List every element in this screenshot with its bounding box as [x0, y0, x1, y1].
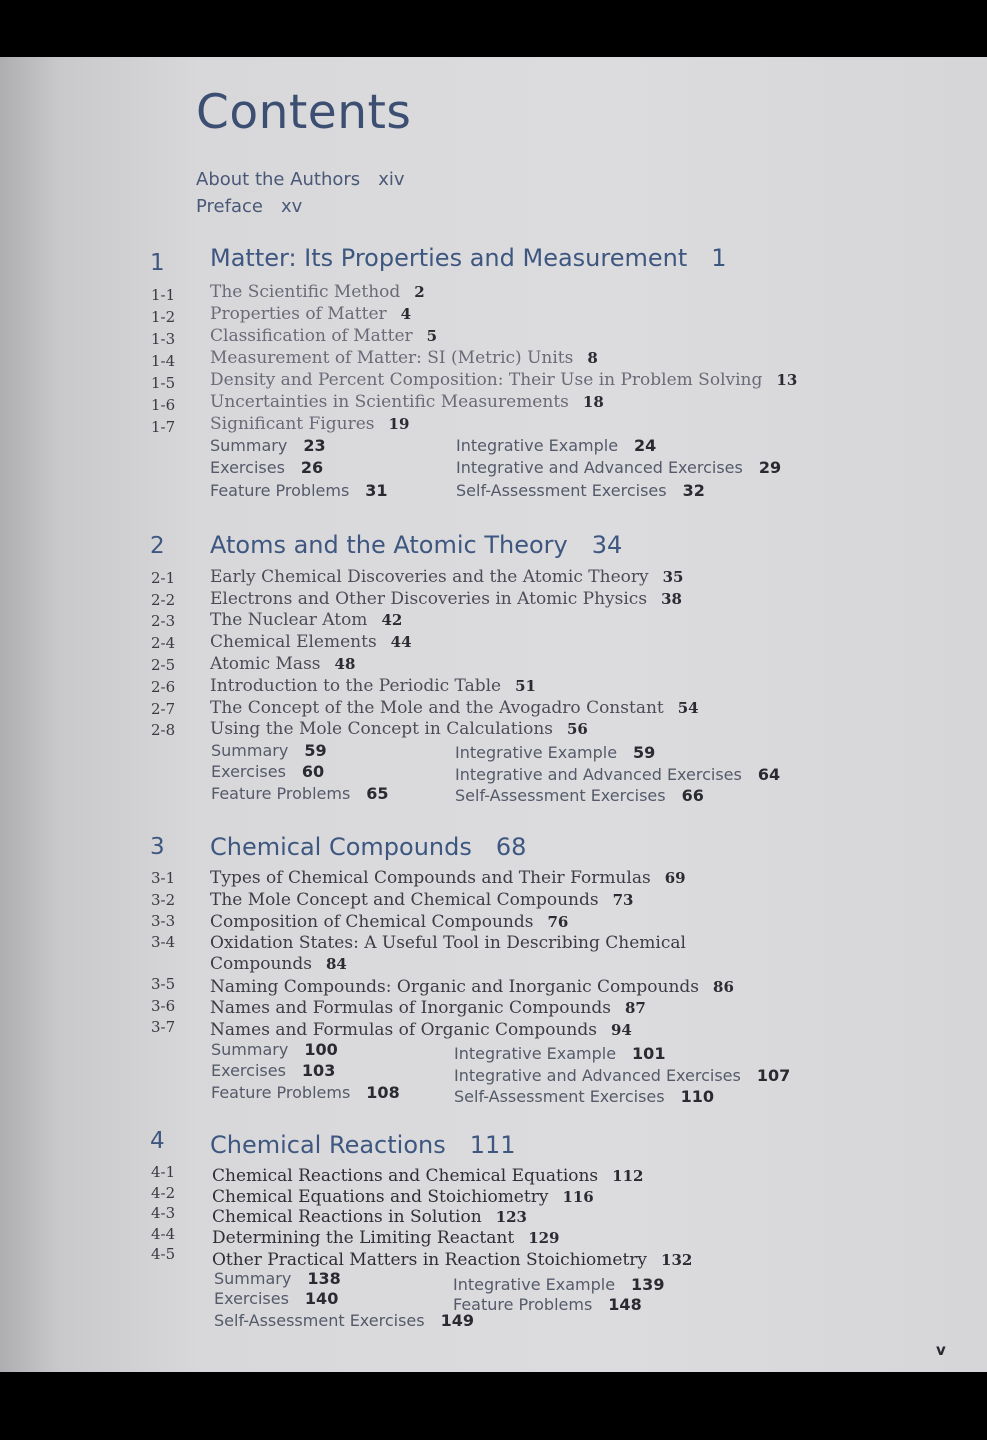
end-matter-label: Feature Problems	[453, 1295, 593, 1314]
end-matter-item	[456, 481, 705, 500]
end-matter-page: 138	[307, 1269, 341, 1288]
chapter-page: 34	[591, 531, 623, 559]
end-matter-label: Exercises	[211, 1061, 286, 1080]
section-entry	[210, 868, 686, 888]
section-entry	[210, 912, 568, 932]
section-number: 3-3	[151, 912, 176, 930]
section-title: Using the Mole Concept in Calculations	[210, 719, 553, 739]
section-entry	[210, 392, 604, 412]
end-matter-label: Integrative Example	[455, 743, 618, 762]
end-matter-page: 108	[366, 1083, 400, 1102]
section-number: 3-2	[151, 891, 176, 909]
front-matter-page: xiv	[378, 169, 405, 190]
end-matter-item	[456, 458, 781, 477]
section-number: 1-7	[151, 418, 176, 436]
section-title: Naming Compounds: Organic and Inorganic Compounds	[210, 977, 700, 997]
section-number: 4-3	[151, 1204, 176, 1222]
section-title: Uncertainties in Scientific Measurements	[210, 392, 569, 412]
section-title: Chemical Equations and Stoichiometry	[212, 1187, 549, 1207]
section-number: 3-1	[151, 869, 176, 887]
end-matter-label: Summary	[210, 436, 288, 455]
section-title: Significant Figures	[210, 414, 375, 434]
section-title: The Mole Concept and Chemical Compounds	[210, 890, 599, 910]
end-matter-page: 101	[632, 1044, 666, 1063]
section-entry	[210, 654, 355, 674]
chapter-page: 111	[469, 1131, 516, 1159]
end-matter-item	[455, 743, 655, 762]
section-title: Determining the Limiting Reactant	[212, 1228, 515, 1248]
section-entry	[210, 348, 598, 368]
section-page: 35	[662, 568, 684, 586]
section-title-line2: Compounds	[210, 954, 312, 974]
section-page: 116	[562, 1188, 594, 1206]
section-entry	[210, 414, 409, 434]
end-matter-label: Exercises	[211, 762, 286, 781]
section-title: Names and Formulas of Inorganic Compounds	[210, 998, 611, 1018]
end-matter-label: Integrative and Advanced Exercises	[455, 765, 742, 784]
section-number: 4-4	[151, 1225, 176, 1243]
front-matter-page: xv	[280, 196, 303, 217]
section-page: 5	[426, 327, 438, 345]
page-title: Contents	[196, 85, 412, 140]
section-page: 44	[390, 633, 412, 651]
section-page: 42	[381, 611, 403, 629]
section-number: 2-7	[151, 700, 176, 718]
end-matter-page: 107	[756, 1066, 791, 1085]
section-title: Types of Chemical Compounds and Their Formulas	[210, 868, 651, 888]
section-number: 2-4	[151, 634, 176, 652]
section-title: The Concept of the Mole and the Avogadro Constant	[210, 698, 664, 718]
section-number: 2-1	[151, 569, 176, 587]
end-matter-item	[454, 1044, 665, 1063]
end-matter-label: Self-Assessment Exercises	[214, 1311, 425, 1330]
chapter-number: 4	[150, 1128, 165, 1154]
section-title: Electrons and Other Discoveries in Atomic Physics	[210, 589, 648, 609]
end-matter-page: 148	[608, 1295, 642, 1314]
end-matter-label: Integrative Example	[456, 436, 619, 455]
section-title: Other Practical Matters in Reaction Stoichiometry	[212, 1250, 648, 1270]
section-title: Chemical Reactions and Chemical Equations	[212, 1166, 599, 1186]
end-matter-label: Feature Problems	[210, 481, 350, 500]
end-matter-label: Integrative and Advanced Exercises	[454, 1066, 741, 1085]
section-page: 84	[325, 955, 347, 973]
section-entry	[210, 890, 633, 910]
end-matter-item	[455, 765, 780, 784]
section-title: Names and Formulas of Organic Compounds	[210, 1020, 597, 1040]
section-entry	[210, 589, 682, 609]
section-entry	[210, 719, 588, 739]
section-entry	[210, 632, 412, 652]
section-page: 73	[612, 891, 634, 909]
end-matter-page: 140	[304, 1289, 339, 1308]
chapter-title-text: Chemical Reactions	[210, 1131, 446, 1159]
front-matter-label: Preface	[196, 196, 263, 217]
end-matter-item	[214, 1311, 474, 1330]
section-number: 1-1	[151, 286, 176, 304]
section-title: The Scientific Method	[210, 282, 401, 302]
end-matter-page: 64	[757, 765, 781, 784]
section-entry	[210, 326, 437, 346]
section-entry	[212, 1250, 692, 1270]
section-entry	[212, 1187, 594, 1207]
end-matter-label: Integrative and Advanced Exercises	[456, 458, 743, 477]
chapter-page: 1	[711, 244, 727, 272]
section-entry	[210, 977, 734, 997]
section-number: 2-8	[151, 721, 176, 739]
end-matter-page: 66	[681, 786, 704, 805]
section-title: Properties of Matter	[210, 304, 387, 324]
section-entry	[210, 698, 699, 718]
end-matter-page: 29	[758, 458, 782, 477]
end-matter-label: Self-Assessment Exercises	[456, 481, 667, 500]
end-matter-item	[211, 1083, 400, 1102]
chapter-title-text: Chemical Compounds	[210, 833, 472, 861]
end-matter-label: Summary	[211, 741, 289, 760]
section-page: 51	[515, 677, 536, 695]
end-matter-label: Feature Problems	[211, 1083, 351, 1102]
section-number: 3-6	[151, 997, 176, 1015]
end-matter-item	[211, 1040, 338, 1059]
chapter-title	[210, 244, 727, 272]
section-title: Composition of Chemical Compounds	[210, 912, 534, 932]
section-page: 48	[334, 655, 356, 673]
section-page: 13	[776, 371, 798, 389]
section-number: 3-4	[151, 933, 176, 951]
section-page: 112	[612, 1167, 644, 1185]
section-title: Chemical Elements	[210, 632, 377, 652]
end-matter-page: 32	[682, 481, 705, 500]
end-matter-label: Summary	[211, 1040, 289, 1059]
section-number: 4-1	[151, 1163, 176, 1181]
section-entry	[210, 610, 402, 630]
section-page: 129	[528, 1229, 560, 1247]
section-page: 56	[567, 720, 588, 738]
end-matter-label: Exercises	[214, 1289, 289, 1308]
end-matter-label: Integrative Example	[453, 1275, 616, 1294]
section-entry	[212, 1228, 560, 1248]
section-number: 2-3	[151, 612, 176, 630]
section-page: 69	[664, 869, 686, 887]
section-page: 19	[388, 415, 410, 433]
section-entry	[212, 1207, 527, 1227]
section-title: Classification of Matter	[210, 326, 413, 346]
section-page: 38	[661, 590, 682, 608]
section-page: 4	[400, 305, 412, 323]
end-matter-item	[214, 1269, 341, 1288]
section-number: 3-7	[151, 1018, 176, 1036]
end-matter-item	[453, 1275, 664, 1294]
end-matter-item	[210, 481, 388, 500]
front-matter-label: About the Authors	[196, 169, 361, 190]
end-matter-page: 26	[300, 458, 324, 477]
section-page: 8	[587, 349, 598, 367]
end-matter-page: 31	[365, 481, 388, 500]
end-matter-item	[211, 784, 389, 803]
front-matter-item	[196, 169, 405, 190]
section-page: 18	[582, 393, 604, 411]
end-matter-label: Exercises	[210, 458, 285, 477]
section-entry	[210, 933, 686, 953]
end-matter-item	[211, 1061, 335, 1080]
chapter-number: 2	[150, 533, 165, 559]
page-folio: v	[936, 1341, 946, 1359]
section-title: The Nuclear Atom	[210, 610, 368, 630]
section-page: 76	[547, 913, 569, 931]
end-matter-item	[456, 436, 656, 455]
end-matter-item	[211, 741, 327, 760]
section-number: 1-6	[151, 396, 176, 414]
end-matter-item	[453, 1295, 642, 1314]
chapter-page: 68	[495, 833, 527, 861]
section-page: 54	[677, 699, 699, 717]
end-matter-page: 149	[440, 1311, 475, 1330]
end-matter-page: 100	[304, 1040, 338, 1059]
chapter-title-text: Atoms and the Atomic Theory	[210, 531, 568, 559]
section-entry	[210, 304, 411, 324]
section-page: 87	[624, 999, 646, 1017]
end-matter-page: 24	[634, 436, 657, 455]
section-title: Measurement of Matter: SI (Metric) Units	[210, 348, 574, 368]
section-entry-continued	[210, 954, 347, 974]
section-entry	[212, 1166, 643, 1186]
book-page	[0, 57, 987, 1372]
chapter-title	[210, 833, 526, 861]
chapter-number: 3	[150, 834, 165, 860]
section-page: 94	[611, 1021, 632, 1039]
section-entry	[210, 1020, 632, 1040]
end-matter-page: 110	[680, 1087, 715, 1106]
end-matter-item	[454, 1087, 714, 1106]
section-title: Density and Percent Composition: Their Use in Problem Solving	[210, 370, 763, 390]
chapter-title-text: Matter: Its Properties and Measurement	[210, 244, 688, 272]
section-title: Chemical Reactions in Solution	[212, 1207, 482, 1227]
end-matter-item	[211, 762, 324, 781]
end-matter-label: Self-Assessment Exercises	[455, 786, 666, 805]
end-matter-label: Feature Problems	[211, 784, 351, 803]
end-matter-item	[214, 1289, 338, 1308]
section-number: 2-5	[151, 656, 176, 674]
end-matter-label: Self-Assessment Exercises	[454, 1087, 665, 1106]
section-number: 3-5	[151, 975, 176, 993]
section-title: Oxidation States: A Useful Tool in Describing Chemical	[210, 933, 686, 953]
end-matter-page: 103	[301, 1061, 336, 1080]
section-number: 1-4	[151, 352, 176, 370]
end-matter-item	[210, 458, 323, 477]
end-matter-label: Integrative Example	[454, 1044, 617, 1063]
section-entry	[210, 567, 683, 587]
section-number: 1-2	[151, 308, 176, 326]
end-matter-label: Summary	[214, 1269, 292, 1288]
section-title: Atomic Mass	[210, 654, 321, 674]
front-matter-item	[196, 196, 302, 217]
end-matter-page: 65	[366, 784, 389, 803]
section-number: 1-5	[151, 374, 176, 392]
end-matter-page: 59	[633, 743, 656, 762]
section-page: 123	[495, 1208, 527, 1226]
end-matter-page: 139	[631, 1275, 665, 1294]
section-title: Introduction to the Periodic Table	[210, 676, 502, 696]
section-entry	[210, 998, 646, 1018]
section-number: 1-3	[151, 330, 176, 348]
section-number: 2-6	[151, 678, 176, 696]
section-entry	[210, 282, 425, 302]
end-matter-page: 59	[304, 741, 327, 760]
end-matter-page: 23	[303, 436, 326, 455]
section-number: 4-2	[151, 1184, 176, 1202]
end-matter-item	[455, 786, 704, 805]
chapter-title	[210, 1131, 516, 1159]
chapter-title	[210, 531, 622, 559]
section-entry	[210, 370, 797, 390]
section-entry	[210, 676, 536, 696]
section-page: 2	[414, 283, 425, 301]
chapter-number: 1	[150, 250, 165, 276]
end-matter-page: 60	[301, 762, 325, 781]
section-number: 4-5	[151, 1245, 176, 1263]
section-title: Early Chemical Discoveries and the Atomic Theory	[210, 567, 649, 587]
section-page: 132	[661, 1251, 693, 1269]
end-matter-item	[454, 1066, 790, 1085]
section-page: 86	[713, 978, 734, 996]
end-matter-item	[210, 436, 326, 455]
section-number: 2-2	[151, 591, 176, 609]
